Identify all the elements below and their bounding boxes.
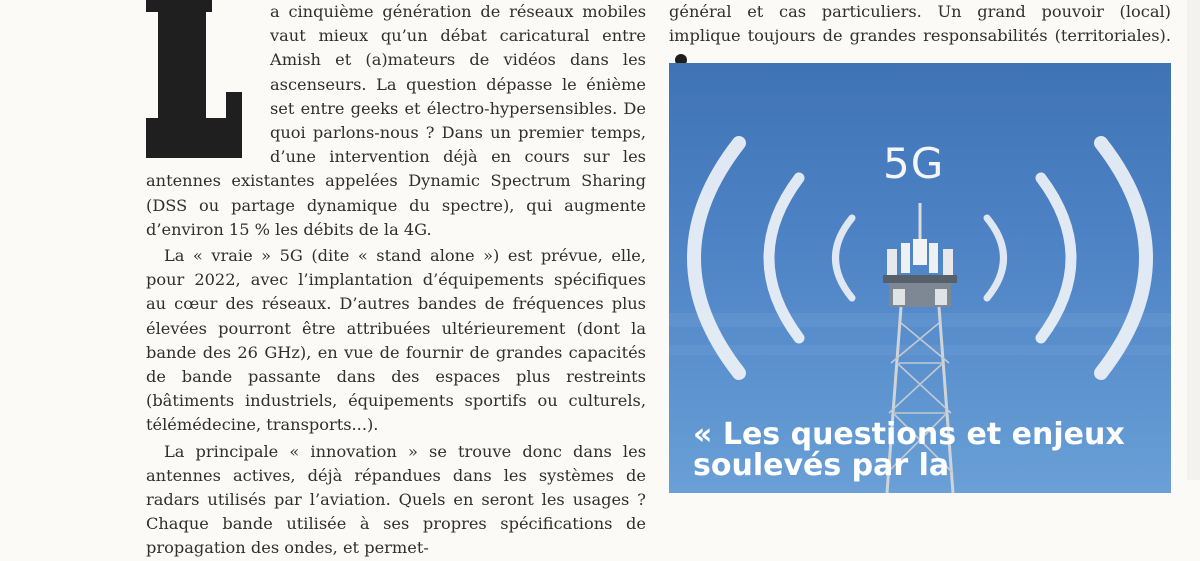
page-edge [1187, 0, 1200, 480]
dropcap-letter [146, 0, 242, 160]
paragraph-conclusion-text: général et cas particuliers. Un grand pouvoir (local) implique toujours de grandes responsabilités (territoriales). [669, 2, 1171, 46]
pull-quote: « Les questions et enjeux soulevés par la [693, 417, 1125, 483]
paragraph-1: a cinquième génération de réseaux mobiles vaut mieux qu’un débat caricatural entre Amish et (a)mateurs de vidéos dans les ascenseurs. La question dépasse le énième set entre geeks et électro-hypersensibles. De quoi parlons-nous ? Dans un premier temps, d’une intervention déjà en cours sur les antennes existantes appelées Dynamic Spectrum Sharing (DSS ou partage dynamique du spectre), qui augmente d’environ 15 % les débits de la 4G. [146, 2, 646, 239]
paragraph-3: La principale « innovation » se trouve donc dans les antennes actives, déjà répandues dans les systèmes de radars utilisés par l’aviation. Quels en seront les usages ? Chaque bande utilisée à ses propres spécifications de propagation des ondes, et permet- [146, 441, 646, 558]
article-right-column [669, 0, 1171, 73]
article-left-column [146, 0, 646, 561]
paragraph-2: La « vraie » 5G (dite « stand alone ») est prévue, elle, pour 2022, avec l’implantation d’équipements spécifiques au cœur des réseaux. D’autres bandes de fréquences plus élevées pourront être attribuées ultérieurement (dont la bande des 26 GHz), en vue de fournir de grandes capacités de bande passante dans des espaces plus restreints (bâtiments industriels, équipements sportifs ou culturels, télémédecine, transports...). [146, 246, 646, 435]
tower-photo [669, 63, 1171, 493]
label-5g: 5G [883, 139, 945, 188]
paragraph-conclusion [669, 0, 1171, 73]
